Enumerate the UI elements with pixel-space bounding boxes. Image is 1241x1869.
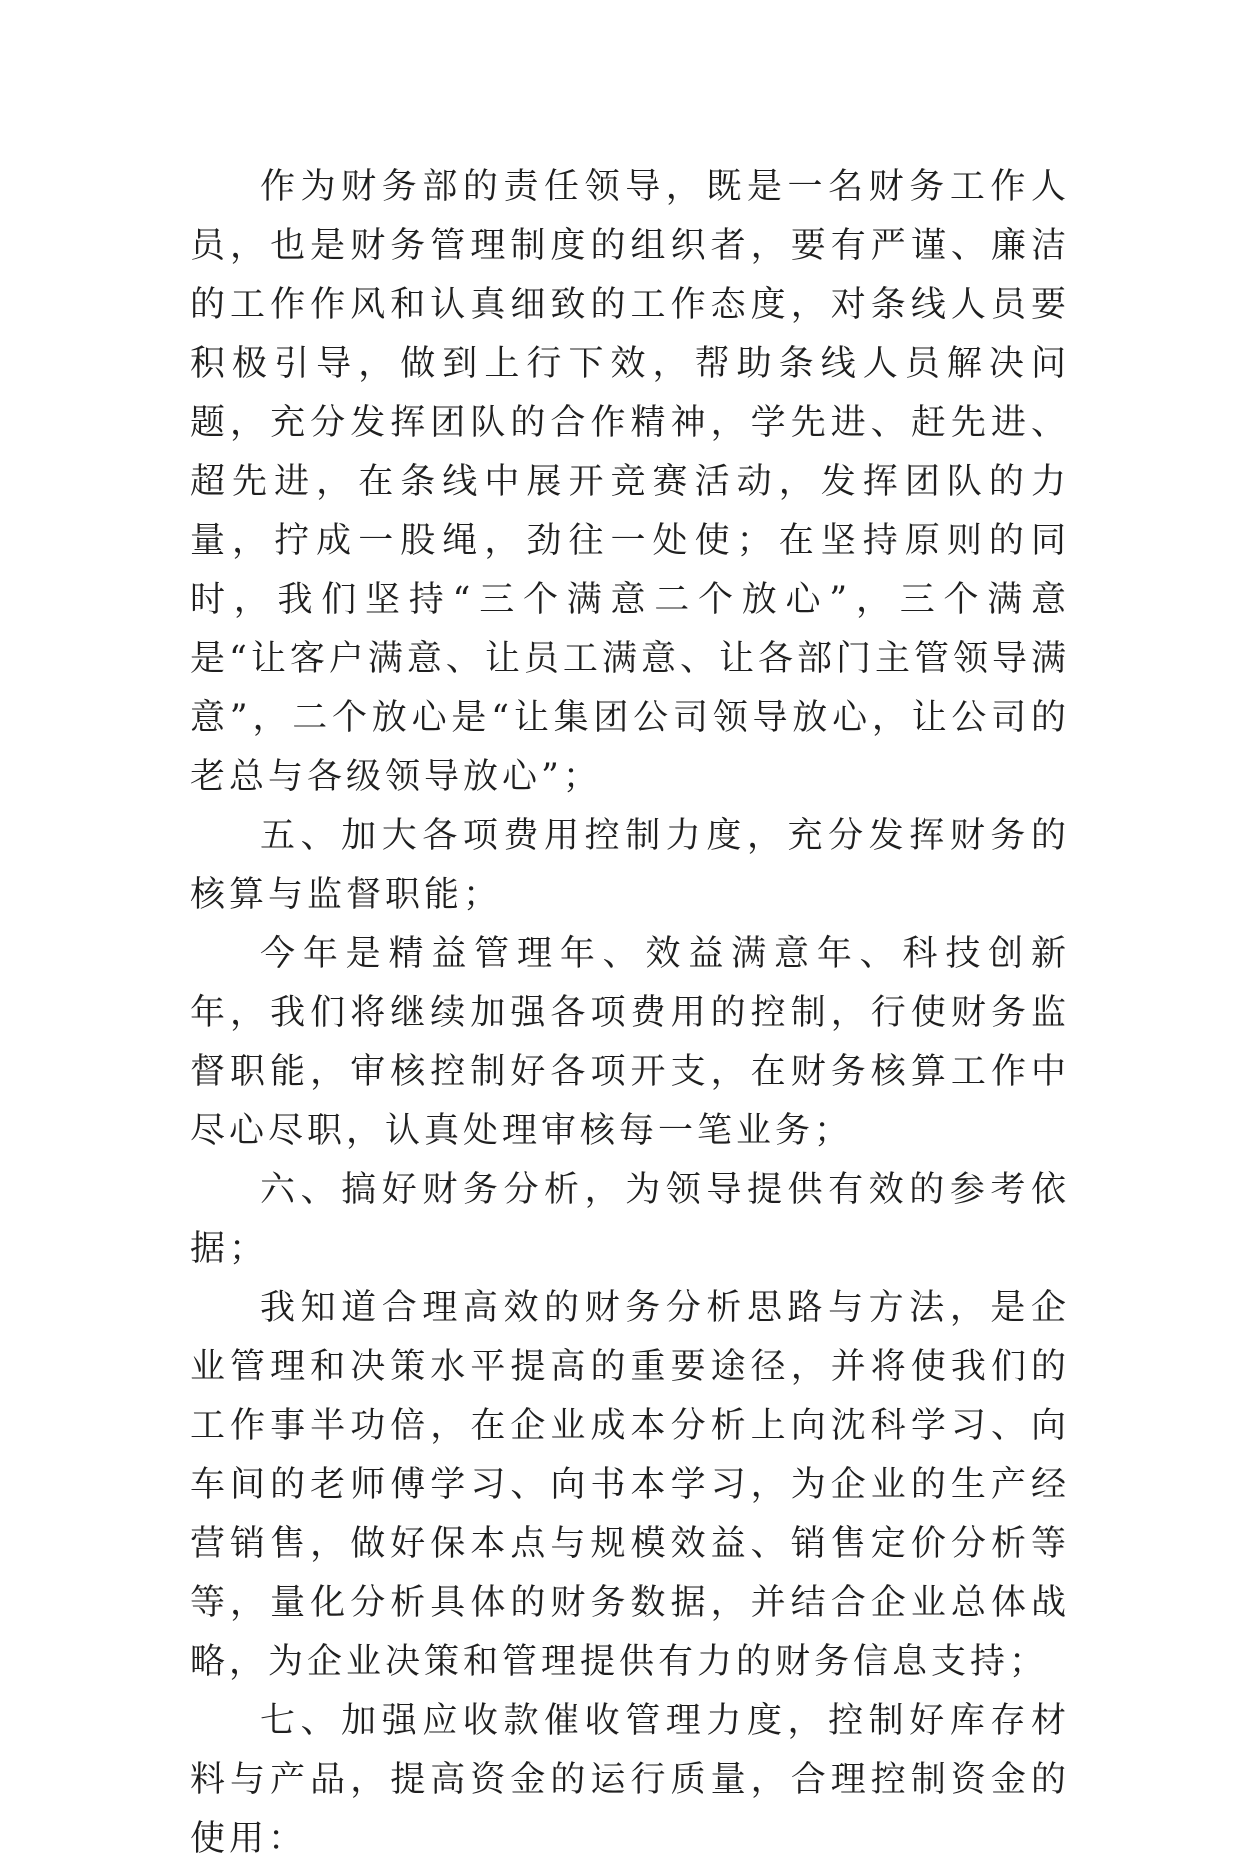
- paragraph-leader-responsibility: 作为财务部的责任领导，既是一名财务工作人员，也是财务管理制度的组织者，要有严谨、廉洁的工作作风和认真细致的工作态度，对条线人员要积极引导，做到上行下效，帮助条线人员解决问题，充分发挥团队的合作精神，学先进、赶先进、超先进，在条线中展开竞赛活动，发挥团队的力量，拧成一股绳，劲往一处使；在坚持原则的同时，我们坚持“三个满意二个放心”，三个满意是“让客户满意、让员工满意、让各部门主管领导满意”，二个放心是“让集团公司领导放心，让公司的老总与各级领导放心”；: [190, 167, 1070, 797]
- heading-item-seven: 七、加强应收款催收管理力度，控制好库存材料与产品，提高资金的运行质量，合理控制资金的使用：: [190, 1701, 1070, 1859]
- heading-item-five: 五、加大各项费用控制力度，充分发挥财务的核算与监督职能；: [190, 816, 1070, 915]
- document-body: [190, 158, 1070, 1869]
- heading-item-six: 六、搞好财务分析，为领导提供有效的参考依据；: [190, 1170, 1070, 1269]
- paragraph-cost-control: 今年是精益管理年、效益满意年、科技创新年，我们将继续加强各项费用的控制，行使财务监督职能，审核控制好各项开支，在财务核算工作中尽心尽职，认真处理审核每一笔业务；: [190, 934, 1070, 1151]
- paragraph-financial-analysis: 我知道合理高效的财务分析思路与方法，是企业管理和决策水平提高的重要途径，并将使我们的工作事半功倍，在企业成本分析上向沈科学习、向车间的老师傅学习、向书本学习，为企业的生产经营销售，做好保本点与规模效益、销售定价分析等等，量化分析具体的财务数据，并结合企业总体战略，为企业决策和管理提供有力的财务信息支持；: [190, 1288, 1070, 1682]
